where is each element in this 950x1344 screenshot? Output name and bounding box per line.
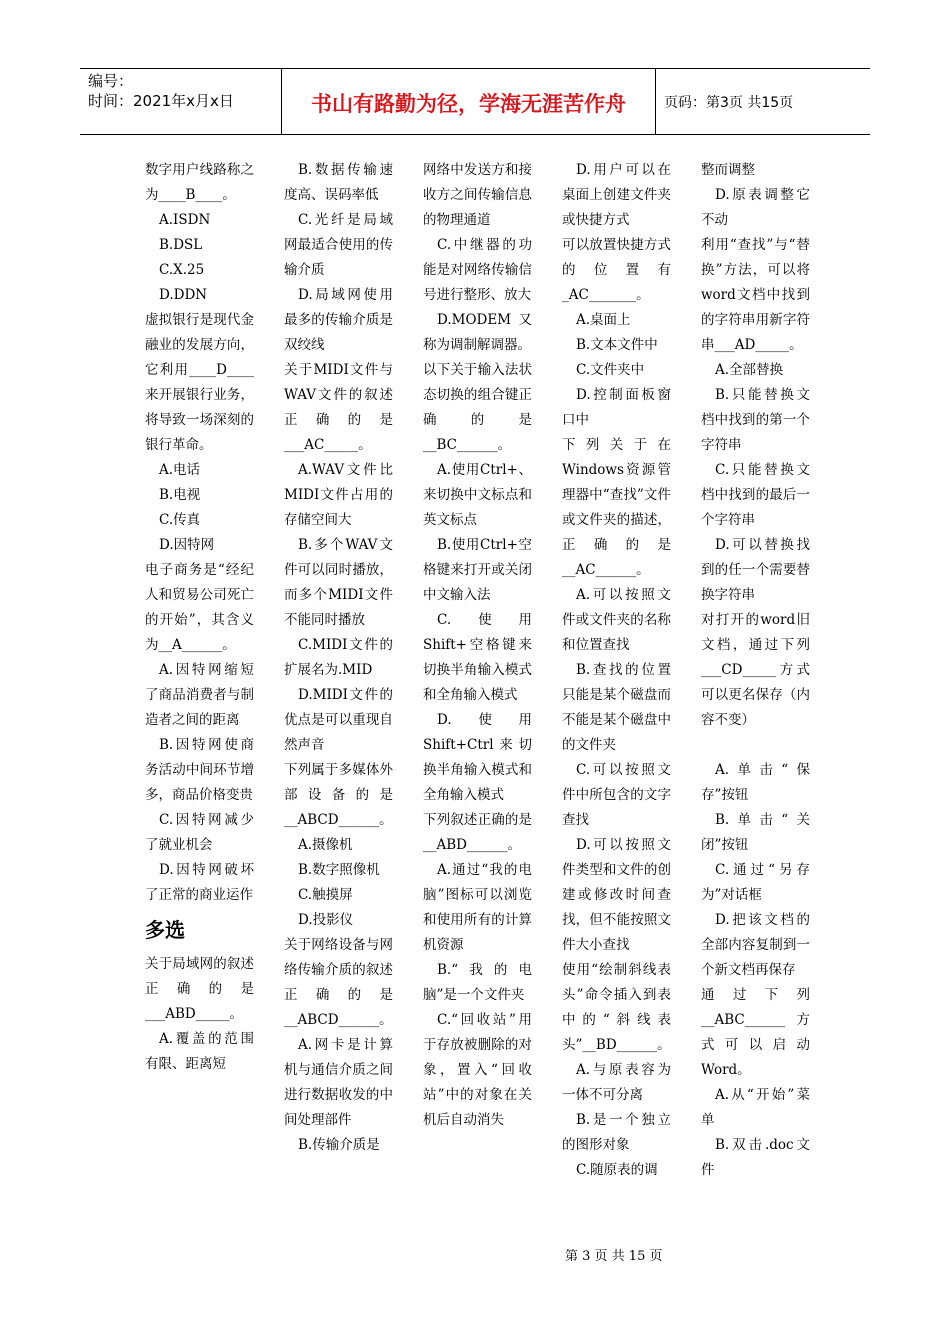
answer-option: A.通过“我的电脑”图标可以浏览和使用所有的计算机资源 xyxy=(423,862,532,953)
question-text: 整而调整 xyxy=(701,162,755,178)
answer-option: A.全部替换 xyxy=(715,362,784,378)
text-column-1 xyxy=(145,158,254,1077)
answer-option: B.传输介质是 xyxy=(298,1137,380,1153)
question-text: 下列关于在Windows资源管理器中“查找”文件或文件夹的描述，正确的是__AC______。 xyxy=(562,437,671,578)
answer-option: D.可以替换找到的任一个需要替换字符串 xyxy=(701,537,810,603)
answer-option: B.单击“关闭”按钮 xyxy=(701,812,810,853)
answer-option: B.因特网使商务活动中间环节增多，商品价格变贵 xyxy=(145,737,254,803)
answer-option: D.MIDI文件的优点是可以重现自然声音 xyxy=(284,687,393,753)
answer-option: C.随原表的调 xyxy=(576,1162,658,1178)
answer-option: C.中继器的功能是对网络传输信号进行整形、放大 xyxy=(423,237,532,303)
answer-option: B.查找的位置只能是某个磁盘而不能是某个磁盘中的文件夹 xyxy=(562,662,671,753)
answer-option: C.光纤是局域网最适合使用的传输介质 xyxy=(284,212,393,278)
answer-option: D.原表调整它不动 xyxy=(701,187,810,228)
answer-option: B.电视 xyxy=(159,487,201,503)
answer-option: C.X.25 xyxy=(159,262,205,278)
answer-option: A.WAV文件比MIDI文件占用的存储空间大 xyxy=(284,462,393,528)
answer-option: A.网卡是计算机与通信介质之间进行数据收发的中间处理部件 xyxy=(284,1037,393,1128)
answer-option: C.触摸屏 xyxy=(298,887,353,903)
answer-option: B.是一个独立的图形对象 xyxy=(562,1112,671,1153)
text-column-2 xyxy=(284,158,393,1158)
question-text: 虚拟银行是现代金融业的发展方向，它利用____D____来开展银行业务，将导致一场深刻的银行革命。 xyxy=(145,312,254,453)
answer-option: C.文件夹中 xyxy=(576,362,645,378)
answer-option: B.DSL xyxy=(159,237,203,253)
answer-option: A.电话 xyxy=(159,462,201,478)
blank-line xyxy=(701,733,810,758)
header-time-label: 时间：2021年x月x日 xyxy=(88,92,234,110)
question-text: 关于局域网的叙述正确的是___ABD_____。 xyxy=(145,956,254,1022)
answer-option: C.通过“另存为”对话框 xyxy=(701,862,810,903)
question-text: 数字用户线路称之为____B____。 xyxy=(145,162,254,203)
answer-option: D.可以按照文件类型和文件的创建或修改时间查找，但不能按照文件大小查找 xyxy=(562,837,671,953)
header-motto: 书山有路勤为径，学海无涯苦作舟 xyxy=(311,92,626,116)
question-text: 下列属于多媒体外部设备的是__ABCD______。 xyxy=(284,762,393,828)
answer-option: D.局域网使用最多的传输介质是双绞线 xyxy=(284,287,393,353)
answer-option: C.可以按照文件中所包含的文字查找 xyxy=(562,762,671,828)
answer-option: D.DDN xyxy=(159,287,208,303)
header-info xyxy=(88,71,234,111)
question-text: 使用“绘制斜线表头”命令插入到表中的“斜线表头”__BD______。 xyxy=(562,962,671,1053)
question-text: 关于网络设备与网络传输介质的叙述正确的是__ABCD______。 xyxy=(284,937,393,1028)
answer-option: D.使用Shift+Ctrl来切换半角输入模式和全角输入模式 xyxy=(423,712,532,803)
question-text: 利用“查找”与“替换”方法，可以将word文档中找到的字符串用新字符串___AD_____。 xyxy=(701,237,810,353)
question-text: 对打开的word旧文档，通过下列 ___CD_____方式可以更名保存（内容不变） xyxy=(701,612,810,728)
question-text: 网络中发送方和接收方之间传输信息的物理通道 xyxy=(423,162,532,228)
answer-option: A.摄像机 xyxy=(298,837,353,853)
text-column-3 xyxy=(423,158,532,1133)
answer-option: C.使用Shift+空格键来切换半角输入模式和全角输入模式 xyxy=(423,612,532,703)
answer-option: D.用户可以在桌面上创建文件夹或快捷方式 xyxy=(562,162,671,228)
header-number-label: 编号： xyxy=(88,72,134,90)
question-text: 电子商务是“经纪人和贸易公司死亡的开始”，其含义为__A______。 xyxy=(145,562,254,653)
answer-option: D.因特网破坏了正常的商业运作 xyxy=(145,862,254,903)
header-divider-right xyxy=(655,68,656,134)
section-heading: 多选 xyxy=(145,918,185,942)
answer-option: B.多个WAV文件可以同时播放，而多个MIDI文件不能同时播放 xyxy=(284,537,393,628)
answer-option: D.控制面板窗口中 xyxy=(562,387,671,428)
answer-option: D.因特网 xyxy=(159,537,215,553)
answer-option: B.“我的电脑”是一个文件夹 xyxy=(423,962,532,1003)
question-text: 通过下列__ABC______方式可以启动Word。 xyxy=(701,987,810,1078)
question-text: 关于MIDI文件与WAV文件的叙述正确的是___AC_____。 xyxy=(284,362,393,453)
answer-option: B.文本文件中 xyxy=(576,337,658,353)
answer-option: B.数字照像机 xyxy=(298,862,380,878)
answer-option: C.因特网减少了就业机会 xyxy=(145,812,254,853)
answer-option: B.使用Ctrl+空格键来打开或关闭中文输入法 xyxy=(423,537,532,603)
answer-option: D.把该文档的全部内容复制到一个新文档再保存 xyxy=(701,912,810,978)
answer-option: A.因特网缩短了商品消费者与制造者之间的距离 xyxy=(145,662,254,728)
page-footer: 第 3 页 共 15 页 xyxy=(565,1249,663,1264)
answer-option: C.只能替换文档中找到的最后一个字符串 xyxy=(701,462,810,528)
question-text: 下列叙述正确的是__ABD______。 xyxy=(423,812,532,853)
answer-option: A.桌面上 xyxy=(576,312,631,328)
answer-option: C.传真 xyxy=(159,512,201,528)
answer-option: B.数据传输速度高、误码率低 xyxy=(284,162,393,203)
header-bottom-rule xyxy=(80,134,870,135)
answer-option: D.投影仪 xyxy=(298,912,354,928)
answer-option: A.从“开始”菜单 xyxy=(701,1087,810,1128)
answer-option: A.使用Ctrl+、来切换中文标点和英文标点 xyxy=(423,462,532,528)
text-column-4 xyxy=(562,158,671,1183)
answer-option: A.ISDN xyxy=(159,212,211,228)
answer-option: A.单击“保存”按钮 xyxy=(701,762,810,803)
answer-option: C.MIDI文件的扩展名为.MID xyxy=(284,637,393,678)
text-column-5 xyxy=(701,158,810,1183)
header-top-rule xyxy=(80,68,870,69)
answer-option: A.可以按照文件或文件夹的名称和位置查找 xyxy=(562,587,671,653)
answer-option: B.只能替换文档中找到的第一个字符串 xyxy=(701,387,810,453)
question-text: 可以放置快捷方式的位置有_AC_______。 xyxy=(562,237,671,303)
answer-option: C.“回收站”用于存放被删除的对象，置入“回收站”中的对象在关机后自动消失 xyxy=(423,1012,532,1128)
answer-option: D.MODEM又称为调制解调器。 xyxy=(423,312,532,353)
answer-option: B.双击.doc文件 xyxy=(701,1137,810,1178)
question-text: 以下关于输入法状态切换的组合键正确的是__BC______。 xyxy=(423,362,532,453)
answer-option: A.覆盖的范围有限、距离短 xyxy=(145,1031,254,1072)
answer-option: A.与原表容为一体不可分离 xyxy=(562,1062,671,1103)
header-page-label: 页码：第3页 共15页 xyxy=(664,95,794,111)
